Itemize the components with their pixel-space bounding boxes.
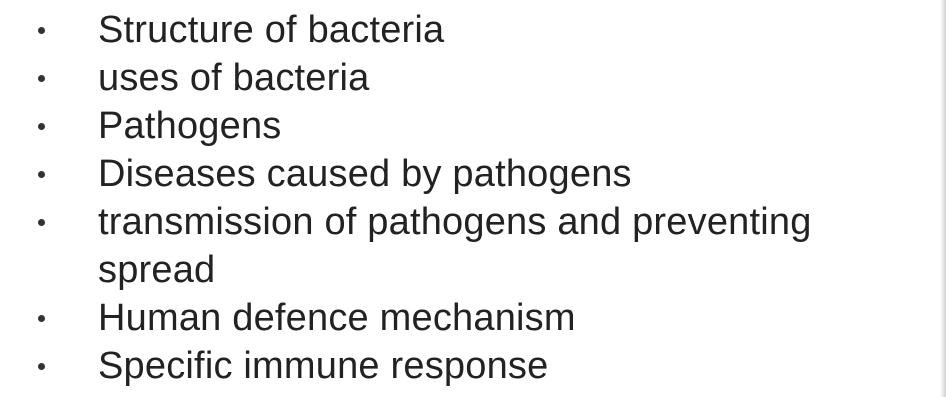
page-edge-shadow [940, 0, 946, 397]
bullet-icon [38, 27, 45, 34]
list-item-text: Pathogens [98, 105, 282, 147]
list-item-text: Specific immune response [98, 345, 549, 387]
list-item-transmission [0, 198, 878, 294]
list-item-diseases [0, 150, 900, 198]
topic-list [0, 6, 900, 390]
list-item-text: uses of bacteria [98, 57, 370, 99]
list-item-pathogens [0, 102, 900, 150]
list-item-text: Human defence mechanism [98, 297, 576, 339]
bullet-icon [38, 123, 45, 130]
list-item-uses-of-bacteria [0, 54, 900, 102]
list-item-human-defence [0, 294, 900, 342]
list-item-text: Diseases caused by pathogens [98, 153, 632, 195]
bullet-icon [38, 315, 45, 322]
bullet-icon [38, 75, 45, 82]
list-item-structure-of-bacteria [0, 6, 900, 54]
bullet-icon [38, 171, 45, 178]
bullet-icon [38, 363, 45, 370]
bullet-icon [38, 219, 45, 226]
list-item-immune-response [0, 342, 900, 390]
list-item-text: transmission of pathogens and preventing spread [98, 201, 812, 291]
list-item-text: Structure of bacteria [98, 9, 445, 51]
